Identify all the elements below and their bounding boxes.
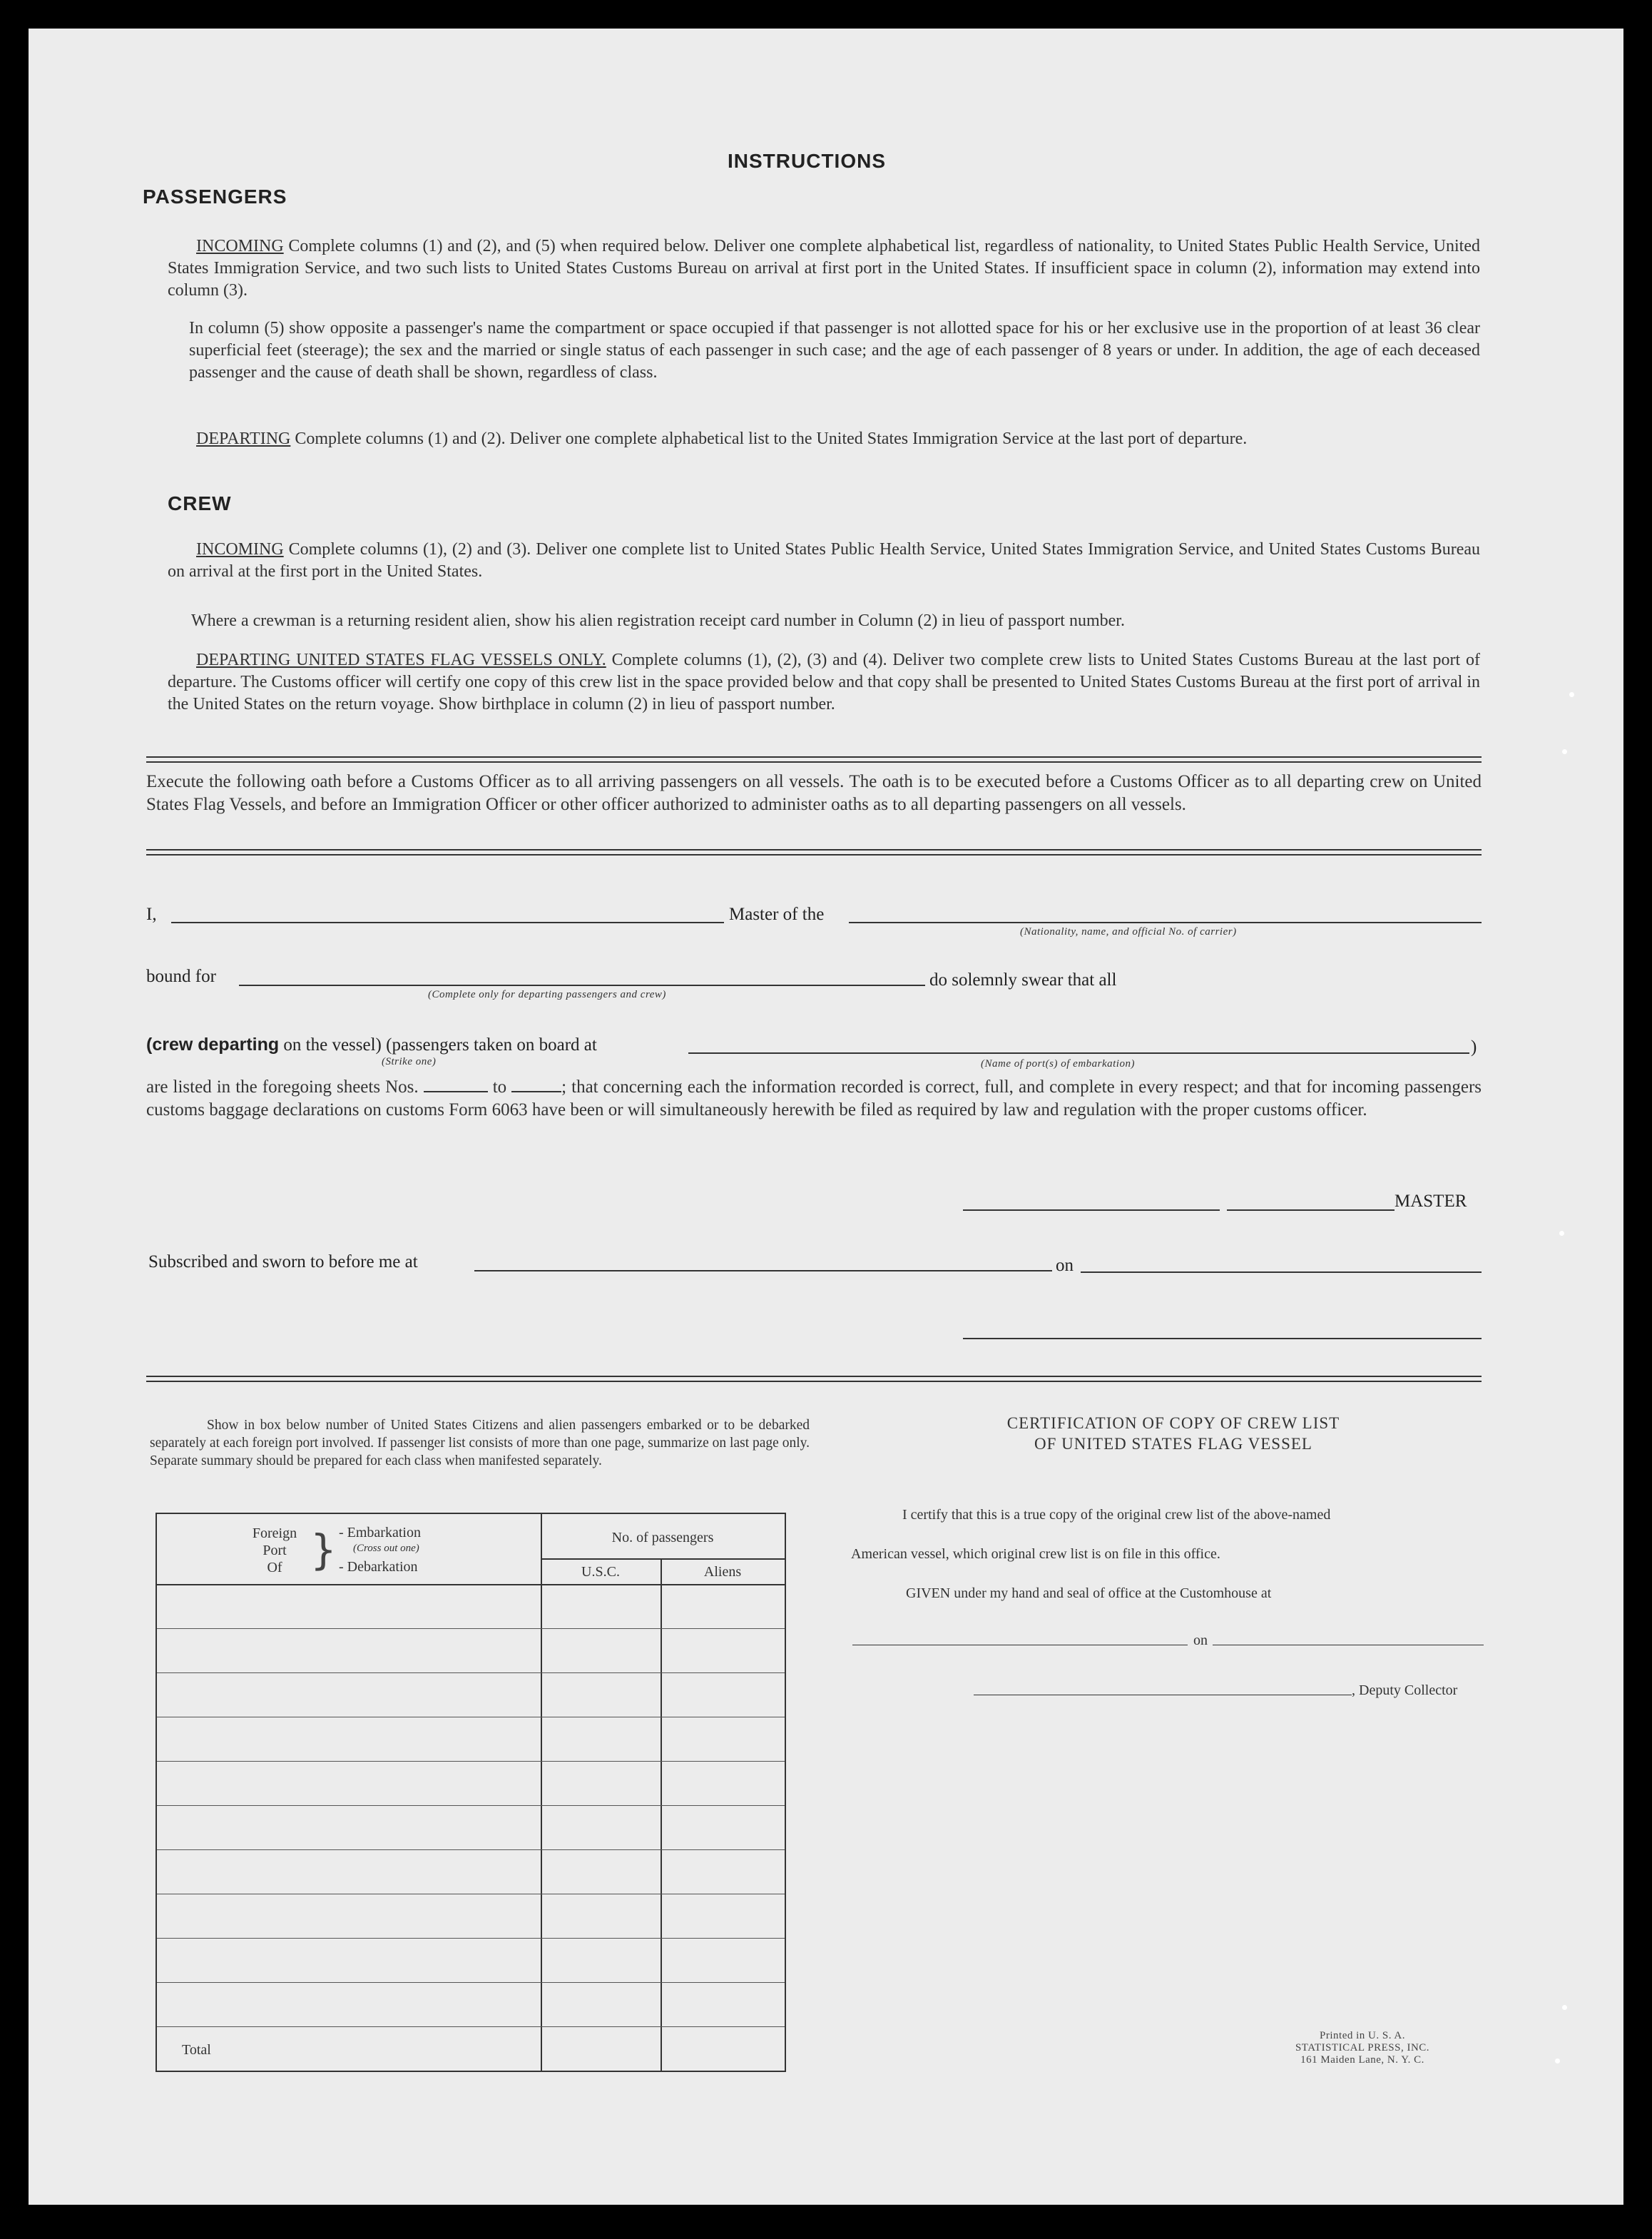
sworn-date-field[interactable] [1081,1271,1482,1273]
crew-incoming-paragraph [168,539,1480,583]
i-label: I, [146,905,157,924]
listed-paragraph [146,1076,1482,1122]
table-row[interactable] [157,1849,785,1850]
header-port: Port [262,1543,287,1558]
bound-for-caption: (Complete only for departing passengers and crew) [428,989,666,1000]
table-row[interactable] [157,1628,785,1629]
certify-line2: American vessel, which original crew list is on file in this office. [851,1546,1220,1562]
total-label: Total [182,2042,211,2058]
printer-line3: 161 Maiden Lane, N. Y. C. [1300,2054,1424,2066]
close-paren: ) [1471,1037,1477,1057]
crew-incoming-text: Complete columns (1), (2) and (3). Deliver one complete list to United States Public Health Service, United States Immigration Service, and United States Customs Bureau on arrival at the first port in the United States. [168,540,1481,581]
passengers-departing-text: Complete columns (1) and (2). Deliver one complete alphabetical list to the United States Immigration Service at the last port of departure. [295,430,1248,448]
header-usc: U.S.C. [581,1564,620,1580]
bound-for-field[interactable] [239,985,925,986]
subscribed-label: Subscribed and sworn to before me at [148,1252,418,1271]
carrier-caption: (Nationality, name, and official No. of carrier) [1020,926,1237,938]
table-row[interactable] [157,1982,785,1983]
divider [146,756,1482,758]
table-row[interactable] [157,2026,785,2027]
table-row[interactable] [157,1672,785,1673]
form-page [29,29,1623,2205]
passengers-incoming-text: Complete columns (1) and (2), and (5) when required below. Deliver one complete alphabetical list, regardless of nationality, to United States Public Health Service, United States Immigration Service, and two such lists to United States Customs Bureau on arrival at first port in the United States. If insufficient space in column (2), information may extend into column (3). [168,237,1480,300]
sworn-location-field[interactable] [474,1270,1052,1271]
strike-one-caption: (Strike one) [382,1056,437,1067]
passengers-incoming-label: INCOMING [196,237,284,255]
table-divider [157,1584,785,1585]
scan-speck [1559,1231,1564,1236]
debarkation-option[interactable]: - Debarkation [339,1559,418,1575]
listed-pre: are listed in the foregoing sheets Nos. [146,1077,419,1097]
crew-departing-option: (crew departing [146,1035,280,1055]
header-foreign: Foreign [252,1525,297,1541]
certification-on-label: on [1193,1633,1208,1648]
printer-imprint [1255,2030,1469,2066]
scan-speck [1555,2058,1560,2063]
table-divider [541,1558,785,1560]
crew-resident-paragraph: Where a crewman is a returning resident alien, show his alien registration receipt card number in Column (2) in lieu of passport number. [191,611,1125,630]
passengers-heading: PASSENGERS [143,186,287,208]
on-vessel-text: on the vessel) [283,1035,382,1055]
listed-post: ; that concerning each the information recorded is correct, full, and complete in every respect; and that for incoming passengers customs baggage declarations on customs Form 6063 have been or will simultaneously herewith be filed as required by law and regulation with the proper customs officer. [146,1077,1482,1120]
printer-line2: STATISTICAL PRESS, INC. [1295,2042,1430,2053]
sworn-on-label: on [1056,1256,1074,1275]
embarkation-option[interactable]: - Embarkation [339,1525,421,1540]
divider [146,849,1482,851]
oath-intro: Execute the following oath before a Customs Officer as to all arriving passengers on all vessels. The oath is to be executed before a Customs Officer as to all departing crew on United States Flag Vessels, and before an Immigration Officer or other officer authorized to administer oaths as to all departing passengers on all vessels. [146,772,1482,814]
passengers-departing-label: DEPARTING [196,430,291,448]
header-aliens: Aliens [703,1564,742,1580]
scan-speck [1569,692,1574,697]
header-no-passengers: No. of passengers [611,1530,714,1545]
master-signature-field-2[interactable] [1227,1209,1394,1211]
header-foreign-port [243,1525,307,1576]
printer-line1: Printed in U. S. A. [1320,2030,1405,2041]
table-row[interactable] [157,1761,785,1762]
table-divider [661,1558,662,2071]
crew-incoming-label: INCOMING [196,540,284,559]
cross-out-caption: (Cross out one) [353,1543,419,1554]
master-of-label: Master of the [729,905,825,924]
table-row[interactable] [157,1805,785,1806]
summary-instructions: Show in box below number of United States Citizens and alien passengers embarked or to be debarked separately at each foreign port involved. If passenger list consists of more than one page, summarize on last page only. Separate summary should be prepared for each class when manifested separately. [150,1418,810,1468]
certification-title [863,1413,1484,1454]
passengers-departing-paragraph [168,428,1480,450]
header-of: Of [267,1560,282,1575]
crew-departing-text: Complete columns (1), (2), (3) and (4). Deliver two complete crew lists to United States Customs Bureau at the last port of departure. The Customs officer will certify one copy of this crew list in the space provided below and that copy shall be presented to United States Customs Bureau at the first port of arrival in the United States on the return voyage. Show birthplace in column (2) in lieu of passport number. [168,651,1480,714]
passengers-column5-paragraph: In column (5) show opposite a passenger's name the compartment or space occupied if that passenger is not allotted space for his or her exclusive use in the proportion of at least 36 clear superficial feet (steerage); the sex and the married or single status of each passenger in such case; and the age of each passenger of 8 years or under. In addition, the age of each deceased passenger and the cause of death shall be shown, regardless of class. [189,319,1480,382]
scan-speck [1562,2005,1567,2010]
certification-title-line1: CERTIFICATION OF COPY OF CREW LIST [1006,1414,1340,1432]
divider [146,854,1482,856]
passenger-summary-table [155,1513,786,2072]
listed-to: to [492,1077,507,1097]
brace-icon: } [310,1525,337,1574]
given-line: GIVEN under my hand and seal of office at the Customhouse at [906,1585,1272,1601]
ports-caption: (Name of port(s) of embarkation) [981,1058,1135,1070]
sheet-to-field[interactable] [511,1078,561,1092]
page-title: INSTRUCTIONS [728,150,886,172]
deputy-collector-label: , Deputy Collector [1352,1682,1458,1698]
officer-signature-field[interactable] [963,1338,1482,1339]
passengers-taken-option: (passengers taken on board at [386,1035,597,1055]
swear-label: do solemnly swear that all [929,970,1117,990]
certify-line1: I certify that this is a true copy of the original crew list of the above-named [902,1507,1331,1523]
master-label: MASTER [1394,1192,1467,1211]
passengers-incoming-paragraph [168,235,1480,302]
table-divider [541,1514,542,2071]
crew-departing-paragraph [168,649,1480,716]
carrier-field[interactable] [849,922,1482,923]
sheet-from-field[interactable] [424,1078,488,1092]
bound-for-label: bound for [146,967,216,986]
crew-departing-label: DEPARTING UNITED STATES FLAG VESSELS ONLY. [196,651,606,669]
strike-one-options[interactable] [146,1035,597,1055]
master-signature-field[interactable] [963,1209,1220,1211]
embarkation-ports-field[interactable] [688,1052,1469,1054]
divider [146,1381,1482,1382]
divider [146,1376,1482,1377]
table-row[interactable] [157,1938,785,1939]
divider [146,761,1482,763]
certification-title-line2: OF UNITED STATES FLAG VESSEL [1034,1435,1312,1453]
scan-speck [1562,749,1567,754]
crew-heading: CREW [168,492,232,514]
master-name-field[interactable] [171,922,724,923]
